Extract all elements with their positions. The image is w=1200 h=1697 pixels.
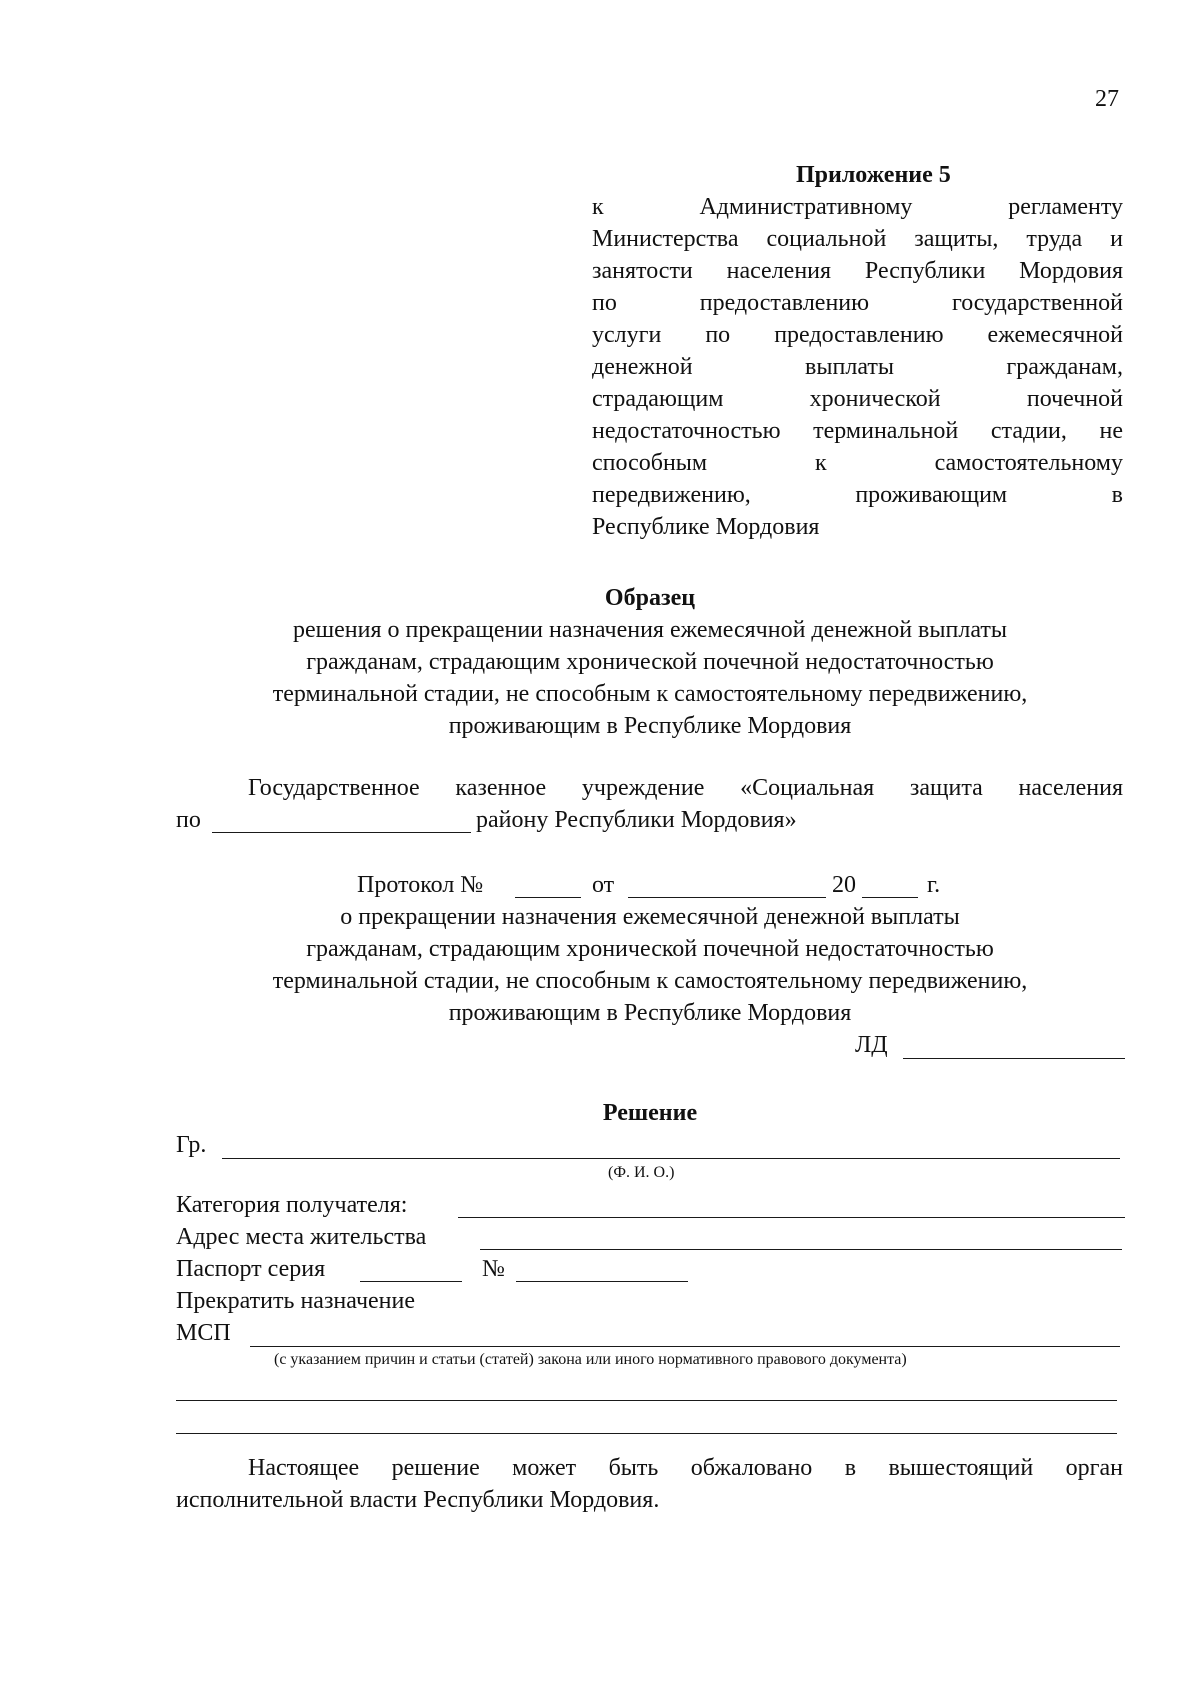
citizen-label: Гр.: [176, 1132, 207, 1158]
annex-line: к Административному регламенту: [592, 194, 1123, 220]
protocol-number-blank[interactable]: [515, 897, 581, 898]
annex-title: Приложение 5: [796, 162, 951, 188]
reason-caption: (с указанием причин и статьи (статей) закона или иного нормативного правового документа): [274, 1351, 907, 1368]
category-blank-line[interactable]: [458, 1217, 1125, 1218]
citizen-name-line[interactable]: [222, 1158, 1120, 1159]
ld-label: ЛД: [855, 1032, 888, 1058]
protocol-line: гражданам, страдающим хронической почечной недостаточностью: [306, 936, 994, 962]
protocol-year-prefix: 20: [832, 872, 856, 898]
msp-reason-line[interactable]: [250, 1346, 1120, 1347]
annex-line: занятости населения Республики Мордовия: [592, 258, 1123, 284]
address-label: Адрес места жительства: [176, 1224, 427, 1250]
category-label: Категория получателя:: [176, 1192, 408, 1218]
annex-line: передвижению, проживающим в: [592, 482, 1123, 508]
annex-line: услуги по предоставлению ежемесячной: [592, 322, 1123, 348]
sample-line: решения о прекращении назначения ежемесячной денежной выплаты: [293, 617, 1007, 643]
passport-number-label: №: [482, 1256, 505, 1282]
institution-suffix: району Республики Мордовия»: [476, 807, 797, 833]
address-blank-line[interactable]: [480, 1249, 1122, 1250]
reason-extra-line-1[interactable]: [176, 1400, 1117, 1401]
protocol-line: проживающим в Республике Мордовия: [448, 1000, 852, 1026]
passport-number-blank[interactable]: [516, 1281, 688, 1282]
protocol-line: терминальной стадии, не способным к самостоятельному передвижению,: [272, 968, 1028, 994]
annex-line: недостаточностью терминальной стадии, не: [592, 418, 1123, 444]
annex-line: способным к самостоятельному: [592, 450, 1123, 476]
stop-label: Прекратить назначение: [176, 1288, 416, 1314]
protocol-year-suffix: г.: [927, 872, 941, 898]
district-blank-line[interactable]: [212, 832, 471, 833]
sample-line: гражданам, страдающим хронической почечной недостаточностью: [306, 649, 994, 675]
sample-line: проживающим в Республике Мордовия: [448, 713, 852, 739]
annex-line: по предоставлению государственной: [592, 290, 1123, 316]
annex-line: денежной выплаты гражданам,: [592, 354, 1123, 380]
institution-line: Государственное казенное учреждение «Социальная защита населения: [248, 775, 1123, 801]
protocol-line: о прекращении назначения ежемесячной денежной выплаты: [340, 904, 960, 930]
appeal-line: исполнительной власти Республики Мордовия.: [176, 1487, 660, 1513]
annex-line: страдающим хронической почечной: [592, 386, 1123, 412]
page-number: 27: [1095, 86, 1119, 112]
passport-label: Паспорт серия: [176, 1256, 326, 1282]
appeal-line: Настоящее решение может быть обжаловано в вышестоящий орган: [248, 1455, 1123, 1481]
protocol-label: Протокол №: [357, 872, 484, 898]
annex-line: Республике Мордовия: [592, 514, 820, 540]
annex-line: Министерства социальной защиты, труда и: [592, 226, 1123, 252]
protocol-from: от: [592, 872, 615, 898]
protocol-date-blank[interactable]: [628, 897, 826, 898]
msp-label: МСП: [176, 1320, 231, 1346]
sample-title: Образец: [604, 585, 696, 611]
institution-prefix: по: [176, 807, 201, 833]
reason-extra-line-2[interactable]: [176, 1433, 1117, 1434]
fio-caption: (Ф. И. О.): [608, 1164, 675, 1181]
passport-series-blank[interactable]: [360, 1281, 462, 1282]
sample-line: терминальной стадии, не способным к самостоятельному передвижению,: [272, 681, 1028, 707]
ld-blank-line[interactable]: [903, 1058, 1125, 1059]
decision-title: Решение: [602, 1100, 698, 1126]
protocol-year-blank[interactable]: [862, 897, 918, 898]
